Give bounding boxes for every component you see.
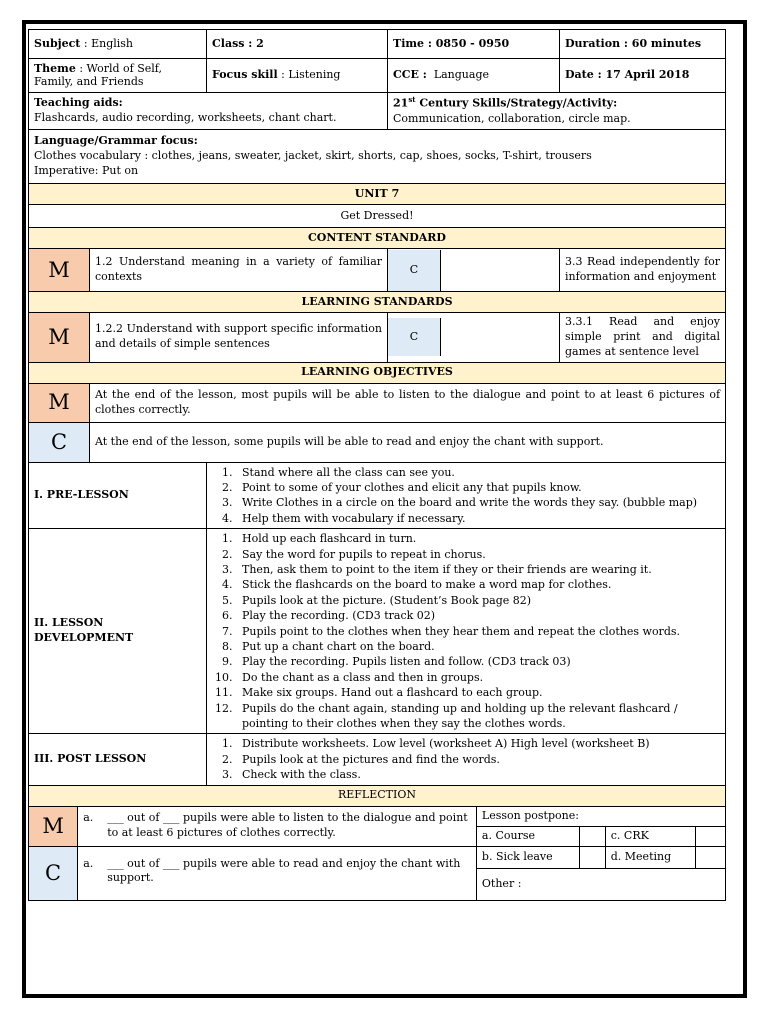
century-skills-cell (388, 93, 726, 130)
postpone-checkbox-sick-leave[interactable] (580, 846, 605, 868)
learning-objectives-m-text: At the end of the lesson, most pupils will be able to listen to the dialogue and point to at least 6 pictures of clothes correctly. (90, 383, 726, 422)
lesson-plan-table (28, 29, 726, 901)
time-cell: Time : 0850 - 0950 (388, 30, 560, 59)
date-cell: Date : 17 April 2018 (560, 59, 726, 93)
list-item: 2. Say the word for pupils to repeat in chorus. (236, 547, 720, 562)
list-item: 4. Stick the flashcards on the board to make a word map for clothes. (236, 577, 720, 592)
postpone-option-crk: c. CRK (605, 826, 695, 846)
focus-cell (207, 59, 388, 93)
cce-cell (388, 59, 560, 93)
duration-cell: Duration : 60 minutes (560, 30, 726, 59)
learning-standards-c-text: 3.3.1 Read and enjoy simple print and digital games at sentence level (560, 313, 726, 363)
learning-standards-c-marker: C (388, 318, 441, 356)
learning-objectives-m-marker: M (29, 383, 90, 422)
stage-post-lesson-steps (207, 734, 726, 785)
list-item: 12. Pupils do the chant again, standing up and holding up the relevant flashcard / pointing to their clothes when they say the clothes words. (236, 701, 720, 732)
learning-standards-c-wrap (388, 313, 560, 363)
postpone-other-field[interactable]: Other : (476, 868, 725, 900)
subject-value: : English (83, 36, 134, 50)
unit-subtitle: Get Dressed! (29, 205, 726, 228)
list-item: 5. Pupils look at the picture. (Student’s Book page 82) (236, 593, 720, 608)
focus-label: Focus skill (212, 68, 278, 82)
class-cell: Class : 2 (207, 30, 388, 59)
reflection-c-index: a. (83, 856, 94, 870)
postpone-option-course: a. Course (476, 826, 579, 846)
list-item: 1. Distribute worksheets. Low level (worksheet A) High level (worksheet B) (236, 736, 720, 751)
subject-label: Subject (34, 36, 81, 50)
century-skills-label: 21st Century Skills/Strategy/Activity: (393, 95, 618, 110)
list-item: 9. Play the recording. Pupils listen and follow. (CD3 track 03) (236, 654, 720, 669)
list-item: 6. Play the recording. (CD3 track 02) (236, 608, 720, 623)
reflection-m-marker: M (29, 807, 78, 846)
content-standard-title: CONTENT STANDARD (29, 228, 726, 249)
postpone-option-meeting: d. Meeting (605, 846, 695, 868)
grammar-focus-line1: Clothes vocabulary : clothes, jeans, sweater, jacket, skirt, shorts, cap, shoes, socks, T-shirt, trousers (34, 149, 592, 163)
focus-value: : Listening (281, 68, 341, 82)
list-item: 11. Make six groups. Hand out a flashcard to each group. (236, 685, 720, 700)
teaching-aids-label: Teaching aids: (34, 96, 123, 110)
content-standard-c-marker: C (388, 250, 441, 291)
list-item: 2. Pupils look at the pictures and find the words. (236, 752, 720, 767)
stage-pre-lesson-steps (207, 462, 726, 529)
reflection-m-text: ___ out of ___ pupils were able to listen to the dialogue and point to at least 6 pictures of clothes correctly. (107, 810, 468, 839)
grammar-focus-line2: Imperative: Put on (34, 163, 139, 177)
learning-standards-m-text: 1.2.2 Understand with support specific information and details of simple sentences (90, 313, 388, 363)
stage-lesson-development-label: II. LESSON DEVELOPMENT (29, 529, 207, 734)
century-skills-value: Communication, collaboration, circle map. (393, 111, 631, 125)
content-standard-c-text-left (441, 250, 560, 291)
reflection-m-cell (78, 807, 477, 846)
learning-objectives-c-marker: C (29, 422, 90, 462)
content-standard-m-marker: M (29, 249, 90, 292)
list-item: 2. Point to some of your clothes and elicit any that pupils know. (236, 480, 720, 495)
grammar-focus-label: Language/Grammar focus: (34, 134, 198, 148)
learning-standards-c-text-left (441, 318, 560, 356)
learning-standards-title: LEARNING STANDARDS (29, 292, 726, 313)
grammar-focus-cell (29, 130, 726, 184)
reflection-block (29, 806, 726, 900)
list-item: 10. Do the chant as a class and then in groups. (236, 670, 720, 685)
theme-label: Theme (34, 61, 76, 75)
list-item: 3. Check with the class. (236, 767, 720, 782)
learning-objectives-c-text: At the end of the lesson, some pupils will be able to read and enjoy the chant with support. (90, 422, 726, 462)
reflection-title: REFLECTION (29, 785, 726, 806)
learning-objectives-title: LEARNING OBJECTIVES (29, 362, 726, 383)
lesson-postpone-label: Lesson postpone: (476, 807, 725, 826)
postpone-option-sick-leave: b. Sick leave (476, 846, 579, 868)
list-item: 3. Write Clothes in a circle on the board and write the words they say. (bubble map) (236, 495, 720, 510)
postpone-checkbox-meeting[interactable] (696, 846, 725, 868)
postpone-checkbox-crk[interactable] (696, 826, 725, 846)
teaching-aids-value: Flashcards, audio recording, worksheets, chant chart. (34, 111, 337, 124)
list-item: 1. Stand where all the class can see you. (236, 465, 720, 480)
reflection-c-cell (78, 846, 477, 900)
stage-pre-lesson-label: I. PRE-LESSON (29, 462, 207, 529)
list-item: 4. Help them with vocabulary if necessary. (236, 511, 720, 526)
list-item: 7. Pupils point to the clothes when they hear them and repeat the clothes words. (236, 624, 720, 639)
cce-value: Language (433, 68, 489, 82)
reflection-c-text: ___ out of ___ pupils were able to read and enjoy the chant with support. (107, 856, 461, 885)
reflection-m-index: a. (83, 810, 94, 824)
content-standard-m-text: 1.2 Understand meaning in a variety of familiar contexts (90, 249, 388, 292)
list-item: 3. Then, ask them to point to the item if they or their friends are wearing it. (236, 562, 720, 577)
stage-lesson-development-steps (207, 529, 726, 734)
list-item: 1. Hold up each flashcard in turn. (236, 531, 720, 546)
reflection-c-marker: C (29, 846, 78, 900)
theme-cell (29, 59, 207, 93)
stage-post-lesson-label: III. POST LESSON (29, 734, 207, 785)
subject-cell (29, 30, 207, 59)
teaching-aids-cell (29, 93, 388, 130)
unit-title: UNIT 7 (29, 184, 726, 205)
list-item: 8. Put up a chant chart on the board. (236, 639, 720, 654)
theme-value: : World of Self, Family, and Friends (34, 61, 162, 88)
postpone-checkbox-course[interactable] (580, 826, 605, 846)
cce-label: CCE : (393, 68, 427, 82)
content-standard-c-wrap (388, 249, 560, 292)
content-standard-c-text: 3.3 Read independently for information and enjoyment (560, 249, 726, 292)
learning-standards-m-marker: M (29, 313, 90, 363)
